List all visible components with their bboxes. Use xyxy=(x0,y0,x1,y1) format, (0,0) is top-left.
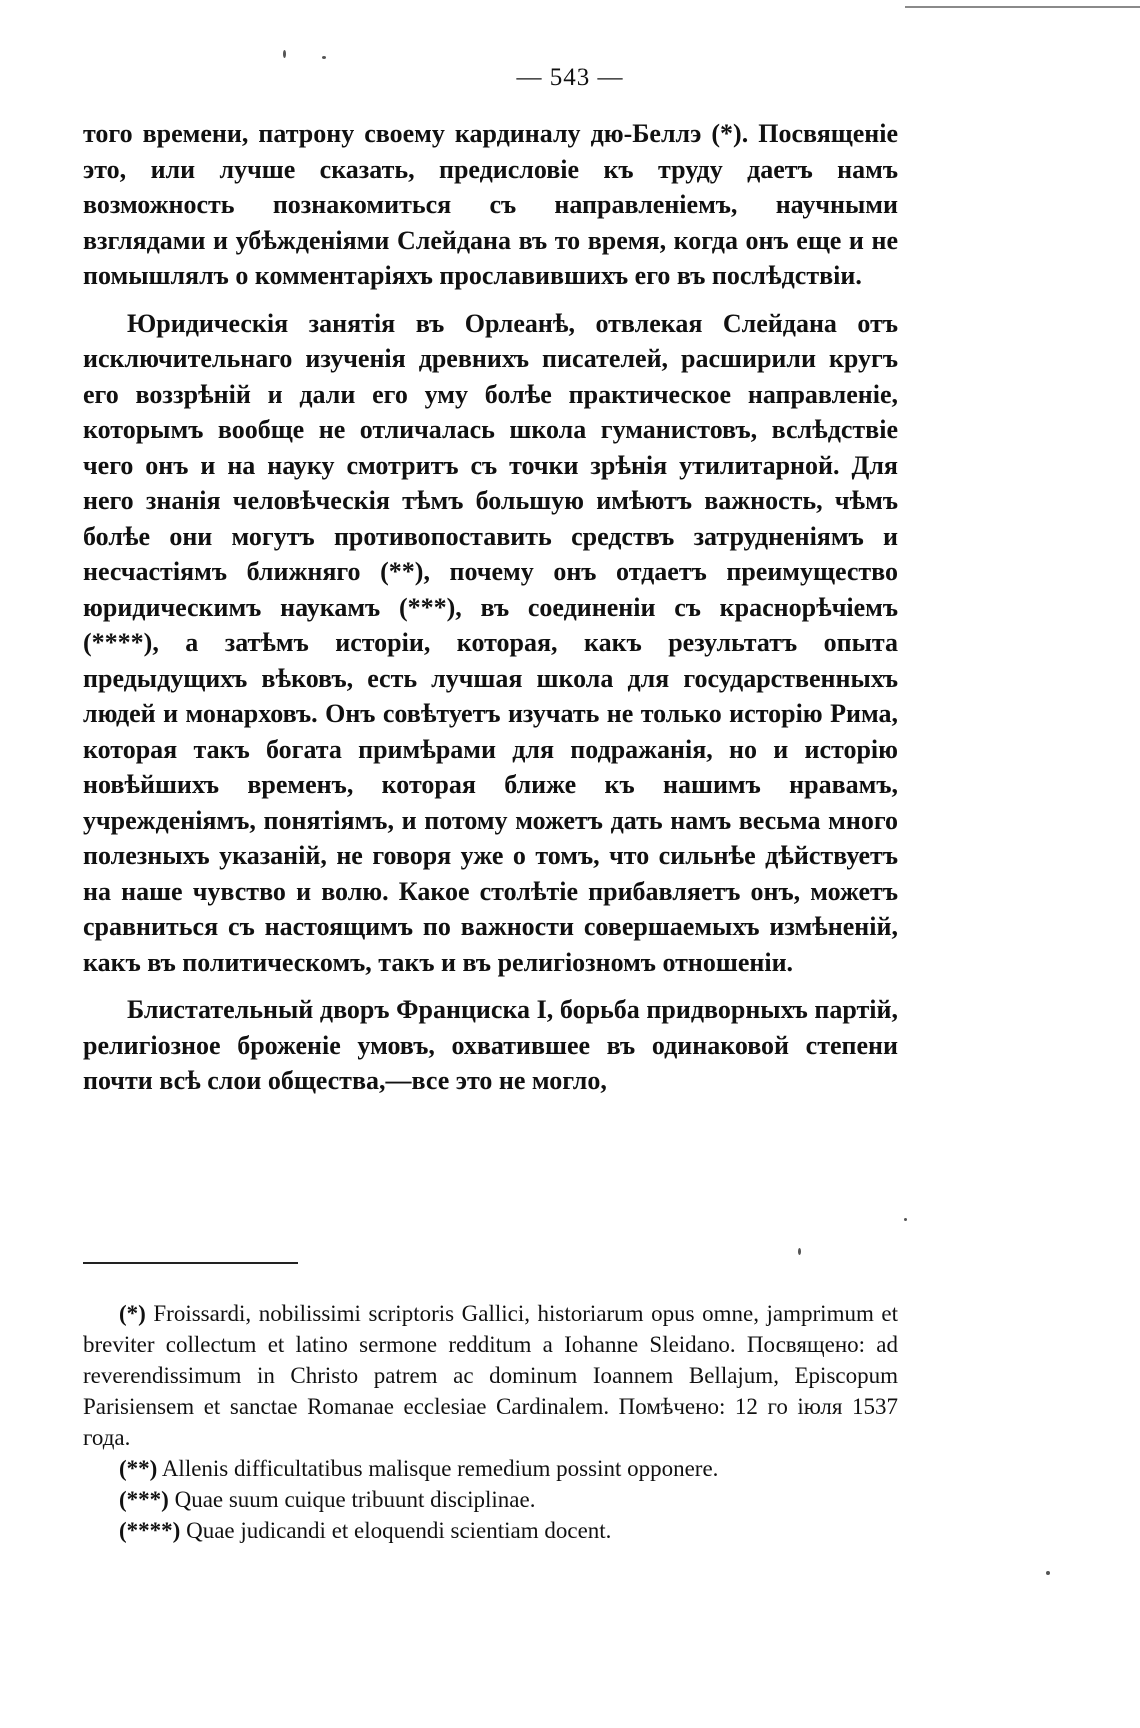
main-text xyxy=(83,116,898,1099)
footnote-2-mark: (**) xyxy=(119,1456,158,1481)
footnote-2 xyxy=(83,1453,898,1484)
footnote-1 xyxy=(83,1298,898,1453)
footnote-4 xyxy=(83,1515,898,1546)
footnote-3-mark: (***) xyxy=(119,1487,169,1512)
paragraph-1: того времени, патрону своему кардиналу дю-Беллэ (*). Посвященіе это, или лучше сказать, предисловіе къ труду даетъ намъ возможность познакомиться съ направленіемъ, научными взглядами и убѣжденіями Слейдана въ то время, когда онъ еще и не помышлялъ о комментаріяхъ прославившихъ его въ послѣдствіи. xyxy=(83,119,898,290)
scan-speck xyxy=(1046,1571,1050,1575)
scan-speck xyxy=(283,50,286,58)
footnote-3 xyxy=(83,1484,898,1515)
footnote-1-mark: (*) xyxy=(119,1301,146,1326)
scan-speck xyxy=(904,1218,907,1221)
page-number: — 543 — xyxy=(516,64,624,91)
footnote-1-text: Froissardi, nobilissimi scriptoris Gallici, historiarum opus omne, jamprimum et breviter collectum et latino sermone redditum a Iohanne Sleidano. Посвящено: ad reverendissimum in Christo patrem ac dominum Ioannem Bellajum, Episcopum Parisiensem et sanctae Romanae ecclesiae Cardinalem. Помѣчено: 12 го іюля 1537 года. xyxy=(83,1301,899,1450)
paragraph-2: Юридическія занятія въ Орлеанѣ, отвлекая Слейдана отъ исключительнаго изученія древнихъ писателей, расширили кругъ его воззрѣній и дали его уму болѣе практическое направленіе, которымъ вообще не отличалась школа гуманистовъ, вслѣдствіе чего онъ и на науку смотритъ съ точки зрѣнія утилитарной. Для него знанія человѣческія тѣмъ большую имѣютъ важность, чѣмъ болѣе они могутъ противопоставить средствъ затрудненіямъ и несчастіямъ ближняго (**), почему онъ отдаетъ преимущество юридическимъ наукамъ (***), въ соединеніи съ краснорѣчіемъ (****), а затѣмъ исторіи, которая, какъ результатъ опыта предыдущихъ вѣковъ, есть лучшая школа для государственныхъ людей и монарховъ. Онъ совѣтуетъ изучать не только исторію Рима, которая такъ богата примѣрами для подражанія, но и исторію новѣйшихъ временъ, которая ближе къ нашимъ нравамъ, учрежденіямъ, понятіямъ, и потому можетъ дать намъ весьма много полезныхъ указаній, не говоря уже о томъ, что сильнѣе дѣйствуетъ на наше чувство и волю. Какое столѣтіе прибавляетъ онъ, можетъ сравниться съ настоящимъ по важности совершаемыхъ измѣненій, какъ въ политическомъ, такъ и въ религіозномъ отношеніи. xyxy=(83,308,898,977)
scan-speck xyxy=(322,56,326,59)
footnotes xyxy=(83,1298,898,1546)
footnote-4-text: Quae judicandi et eloquendi scientiam docent. xyxy=(186,1518,612,1543)
scan-speck xyxy=(798,1248,801,1255)
top-edge-rule xyxy=(905,6,1140,8)
footnote-4-mark: (****) xyxy=(119,1518,181,1543)
footnote-separator xyxy=(83,1262,298,1264)
footnote-2-text: Allenis difficultatibus malisque remedium possint opponere. xyxy=(161,1456,719,1481)
paragraph-3: Блистательный дворъ Франциска I, борьба придворныхъ партій, религіозное броженіе умовъ, охватившее въ одинаковой степени почти всѣ слои общества,—все это не могло, xyxy=(83,995,898,1095)
footnote-3-text: Quae suum cuique tribuunt disciplinae. xyxy=(174,1487,536,1512)
